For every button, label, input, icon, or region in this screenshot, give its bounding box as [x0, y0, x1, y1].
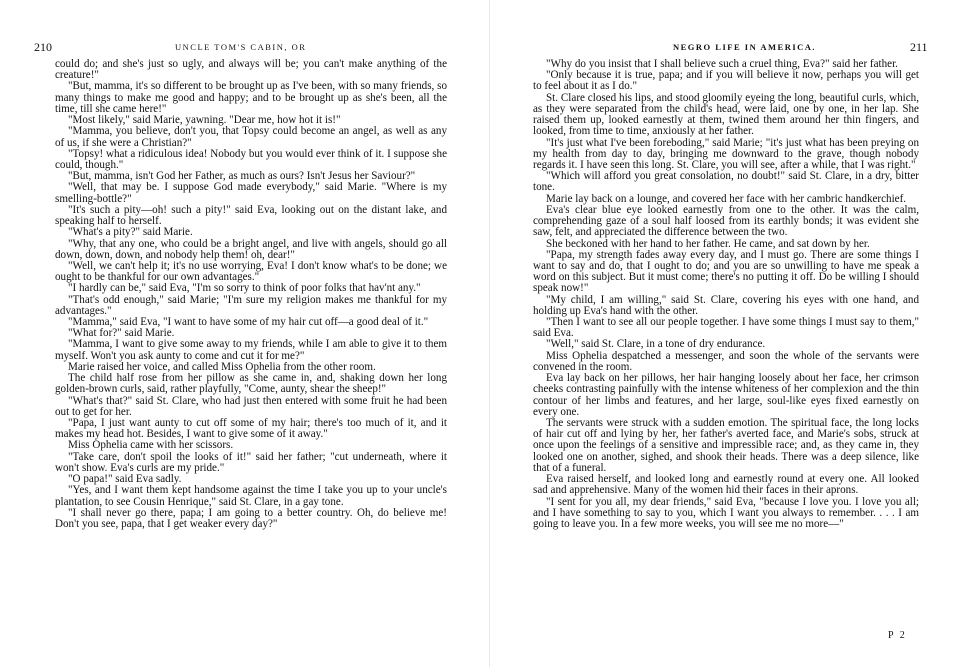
right-page-body — [533, 59, 919, 530]
paragraph: "Yes, and I want them kept handsome against the time I take you up to your uncle's plantation, to see Cousin Henrique," said St. Clare, in a gay tone. — [55, 484, 447, 508]
paragraph: "Topsy! what a ridiculous idea! Nobody but you would ever think of it. I suppose she could, though." — [55, 147, 447, 171]
paragraph: "Only because it is true, papa; and if you will believe it now, perhaps you will get to feel about it as I do." — [533, 69, 919, 93]
paragraph: "Well," said St. Clare, in a tone of dry endurance. — [546, 338, 766, 351]
paragraph: "Why, that any one, who could be a bright angel, and live with angels, should go all down, down, down, and nobody help them! oh, dear!" — [55, 237, 447, 261]
paragraph: "What's that?" said St. Clare, who had just then entered with some fruit he had been out to get for her. — [55, 394, 447, 418]
paragraph: "Then I want to see all our people together. I have some things I must say to them," said Eva. — [533, 316, 919, 340]
paragraph: The child half rose from her pillow as she came in, and, shaking down her long golden-brown curls, said, rather playfully, "Come, aunty, shear the sheep!" — [55, 372, 447, 396]
paragraph: "Papa, I just want aunty to cut off some of my hair; there's too much of it, and it makes my head hot. Besides, I want to give some of it away." — [55, 417, 447, 441]
paragraph: Miss Ophelia came with her scissors. — [68, 439, 234, 452]
left-page-body — [55, 59, 447, 530]
paragraph: "My child, I am willing," said St. Clare, covering his eyes with one hand, and holding up Eva's hand with the other. — [533, 293, 919, 317]
paragraph: "I hardly can be," said Eva, "I'm so sorry to think of poor folks that hav'nt any." — [68, 282, 421, 295]
paragraph: "Mamma, you believe, don't you, that Topsy could become an angel, as well as any of us, if she were a Christian?" — [55, 125, 447, 149]
left-running-title: UNCLE TOM'S CABIN, OR — [175, 42, 307, 52]
paragraph: "Take care, don't spoil the looks of it!" said her father; "cut underneath, where it won't show. Eva's curls are my pride." — [55, 450, 447, 474]
paragraph: "I sent for you all, my dear friends," said Eva, "because I love you. I love you all; and I have something to say to you, which I want you always to remember. . . . I am going to leave you. In a few more weeks, you will see me no more—" — [533, 495, 919, 530]
paragraph: "O papa!" said Eva sadly. — [68, 473, 182, 486]
paragraph: "Well, we can't help it; it's no use worrying, Eva! I don't know what's to be done; we ought to be thankful for our own advantages." — [55, 259, 447, 284]
signature-mark: P 2 — [888, 630, 907, 641]
paragraph: "What's a pity?" said Marie. — [68, 226, 193, 239]
paragraph: "That's odd enough," said Marie; "I'm sure my religion makes me thankful for my advantages." — [55, 293, 447, 317]
page-gutter — [489, 0, 490, 667]
paragraph: "Well, that may be. I suppose God made everybody," said Marie. "Where is my smelling-bottle?" — [55, 181, 447, 205]
paragraph: "It's such a pity—oh! such a pity!" said Eva, looking out on the distant lake, and speaking half to herself. — [55, 203, 447, 228]
paragraph: Eva raised herself, and looked long and earnestly round at every one. All looked sad and apprehensive. Many of the women hid their faces in their aprons. — [533, 473, 919, 497]
paragraph: Miss Ophelia despatched a messenger, and soon the whole of the servants were convened in the room. — [533, 349, 919, 373]
paragraph: "Which will afford you great consolation, no doubt!" said St. Clare, in a dry, bitter tone. — [533, 170, 919, 194]
paragraph: "Why do you insist that I shall believe such a cruel thing, Eva?" said her father. — [546, 58, 898, 70]
paragraph: "I shall never go there, papa; I am going to a better country. Oh, do believe me! Don't you see, papa, that I get weaker every day?" — [55, 506, 447, 530]
paragraph: "Papa, my strength fades away every day, and I must go. There are some things I want to say and do, that I ought to do; and you are so unwilling to have me speak a word on this subject. But it must come; there's no putting it off. Do be willing I should speak now!" — [533, 248, 919, 295]
right-running-head — [490, 42, 980, 56]
paragraph: She beckoned with her hand to her father. He came, and sat down by her. — [546, 237, 870, 250]
paragraph: Eva lay back on her pillows, her hair hanging loosely about her face, her crimson cheeks contrasting painfully with the intense whiteness of her complexion and the thin contour of her limbs and features, and her large, soul-like eyes fixed earnestly on every one. — [533, 372, 919, 418]
paragraph: "Mamma," said Eva, "I want to have some of my hair cut off—a good deal of it." — [68, 316, 429, 329]
paragraph: Eva's clear blue eye looked earnestly from one to the other. It was the calm, comprehending gaze of a soul half loosed from its earthly bonds; it was evident she saw, felt, and appreciated the difference between the two. — [533, 203, 919, 239]
paragraph: The servants were struck with a sudden emotion. The spiritual face, the long locks of hair cut off and lying by her, her father's averted face, and Marie's sobs, struck at once upon the feelings of a sensitive and impressible race; and, as they came in, they looked one on another, sighed, and shook their heads. There was a deep silence, like that of a funeral. — [533, 417, 919, 474]
paragraph: "But, mamma, it's so different to be brought up as I've been, with so many friends, so many things to make me good and happy; and to be brought up as she's been, all the time, till she came here!" — [55, 80, 447, 115]
paragraph: "But, mamma, isn't God her Father, as much as ours? Isn't Jesus her Saviour?" — [68, 170, 416, 183]
left-page-number: 210 — [34, 40, 52, 54]
paragraph: Marie raised her voice, and called Miss Ophelia from the other room. — [68, 360, 376, 373]
right-page-number: 211 — [910, 40, 928, 54]
right-running-title: NEGRO LIFE IN AMERICA. — [673, 42, 817, 52]
left-running-head — [0, 42, 490, 56]
paragraph: "Mamma, I want to give some away to my friends, while I am able to give it to them myself. Won't you ask aunty to come and cut it for me?" — [55, 338, 447, 362]
paragraph: St. Clare closed his lips, and stood gloomily eyeing the long, beautiful curls, which, as they were separated from the child's head, were laid, one by one, in her lap. She raised them up, looked earnestly at them, twined them around her thin fingers, and looked, from time to time, anxiously at her father. — [533, 91, 919, 138]
paragraph: "What for?" said Marie. — [68, 327, 175, 340]
paragraph: "It's just what I've been foreboding," said Marie; "it's just what has been preying on my health from day to day, bringing me downward to the grave, though nobody regards it. I have seen this long. St. Clare, you will see, after a while, that I was right." — [533, 136, 919, 171]
paragraph: Marie lay back on a lounge, and covered her face with her cambric handkerchief. — [546, 192, 907, 205]
paragraph: "Most likely," said Marie, yawning. "Dear me, how hot it is!" — [68, 114, 341, 127]
paragraph: could do; and she's just so ugly, and always will be; you can't make anything of the creature!" — [55, 58, 447, 82]
